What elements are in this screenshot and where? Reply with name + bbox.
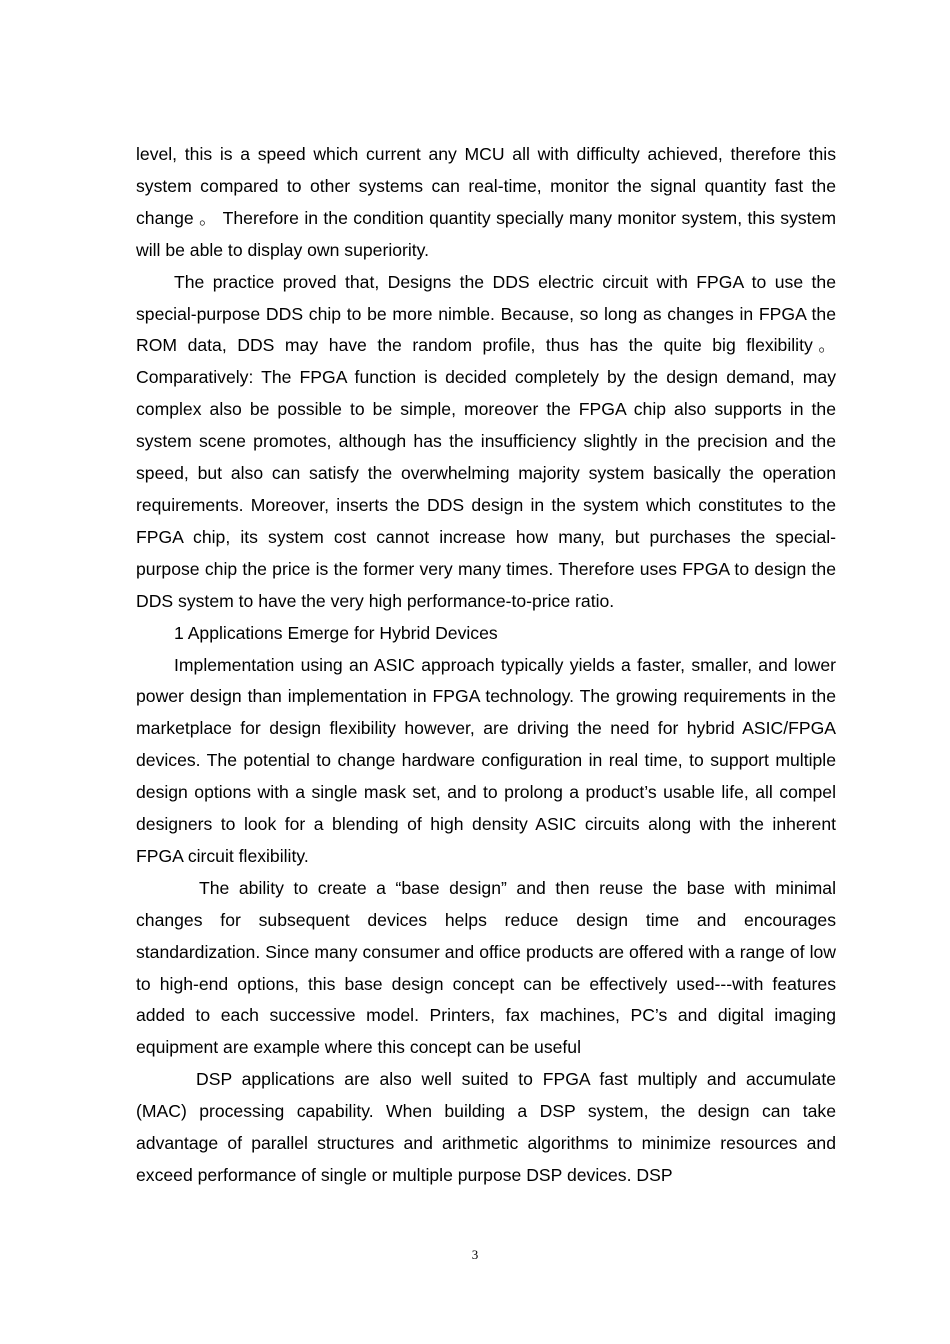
page-number: 3 — [471, 1247, 479, 1262]
section-heading: 1 Applications Emerge for Hybrid Devices — [174, 622, 498, 643]
paragraph-hybrid-devices: Implementation using an ASIC approach typically yields a faster, smaller, and lower power design than implementation in FPGA technology. The growing requirements in the marketplace for design flexibility however, are driving the need for hybrid ASIC/FPGA devices. The potential to change hardware configuration in real time, to support multiple design options with a single mask set, and to prolong a product’s usable life, all compel designers to look for a blending of high density ASIC circuits along with the inherent FPGA circuit flexibility. — [136, 654, 836, 866]
paragraph-base-design: The ability to create a “base design” and then reuse the base with minimal changes for subsequent devices helps reduce design time and encourages standardization. Since many consumer and office products are offered with a range of low to high-end options, this base design concept can be effectively used---with features added to each successive model. Printers, fax machines, PC’s and digital imaging equipment are example where this concept can be useful — [136, 877, 836, 1058]
paragraph-dsp-applications: DSP applications are also well suited to FPGA fast multiply and accumulate (MAC) processing capability. When building a DSP system, the design can take advantage of parallel structures and arithmetic algorithms to minimize resources and exceed performance of single or multiple purpose DSP devices. DSP — [136, 1069, 836, 1185]
paragraph-continuation: level, this is a speed which current any MCU all with difficulty achieved, therefore this system compared to other systems can real-time, monitor the signal quantity fast the change 。 Therefore in the condition quantity specially many monitor system, this system will be able to display own superiority. — [136, 144, 836, 260]
page-body — [136, 139, 836, 1192]
paragraph-dds-fpga: The practice proved that, Designs the DDS electric circuit with FPGA to use the special-purpose DDS chip to be more nimble. Because, so long as changes in FPGA the ROM data, DDS may have the random profile, thus has the quite big flexibility。Comparatively: The FPGA function is decided completely by the design demand, may complex also be possible to be simple, moreover the FPGA chip also supports in the system scene promotes, although has the insufficiency slightly in the precision and the speed, but also can satisfy the overwhelming majority system basically the operation requirements. Moreover, inserts the DDS design in the system which constitutes to the FPGA chip, its system cost cannot increase how many, but purchases the special-purpose chip the price is the former very many times. Therefore uses FPGA to design the DDS system to have the very high performance-to-price ratio. — [136, 271, 836, 611]
